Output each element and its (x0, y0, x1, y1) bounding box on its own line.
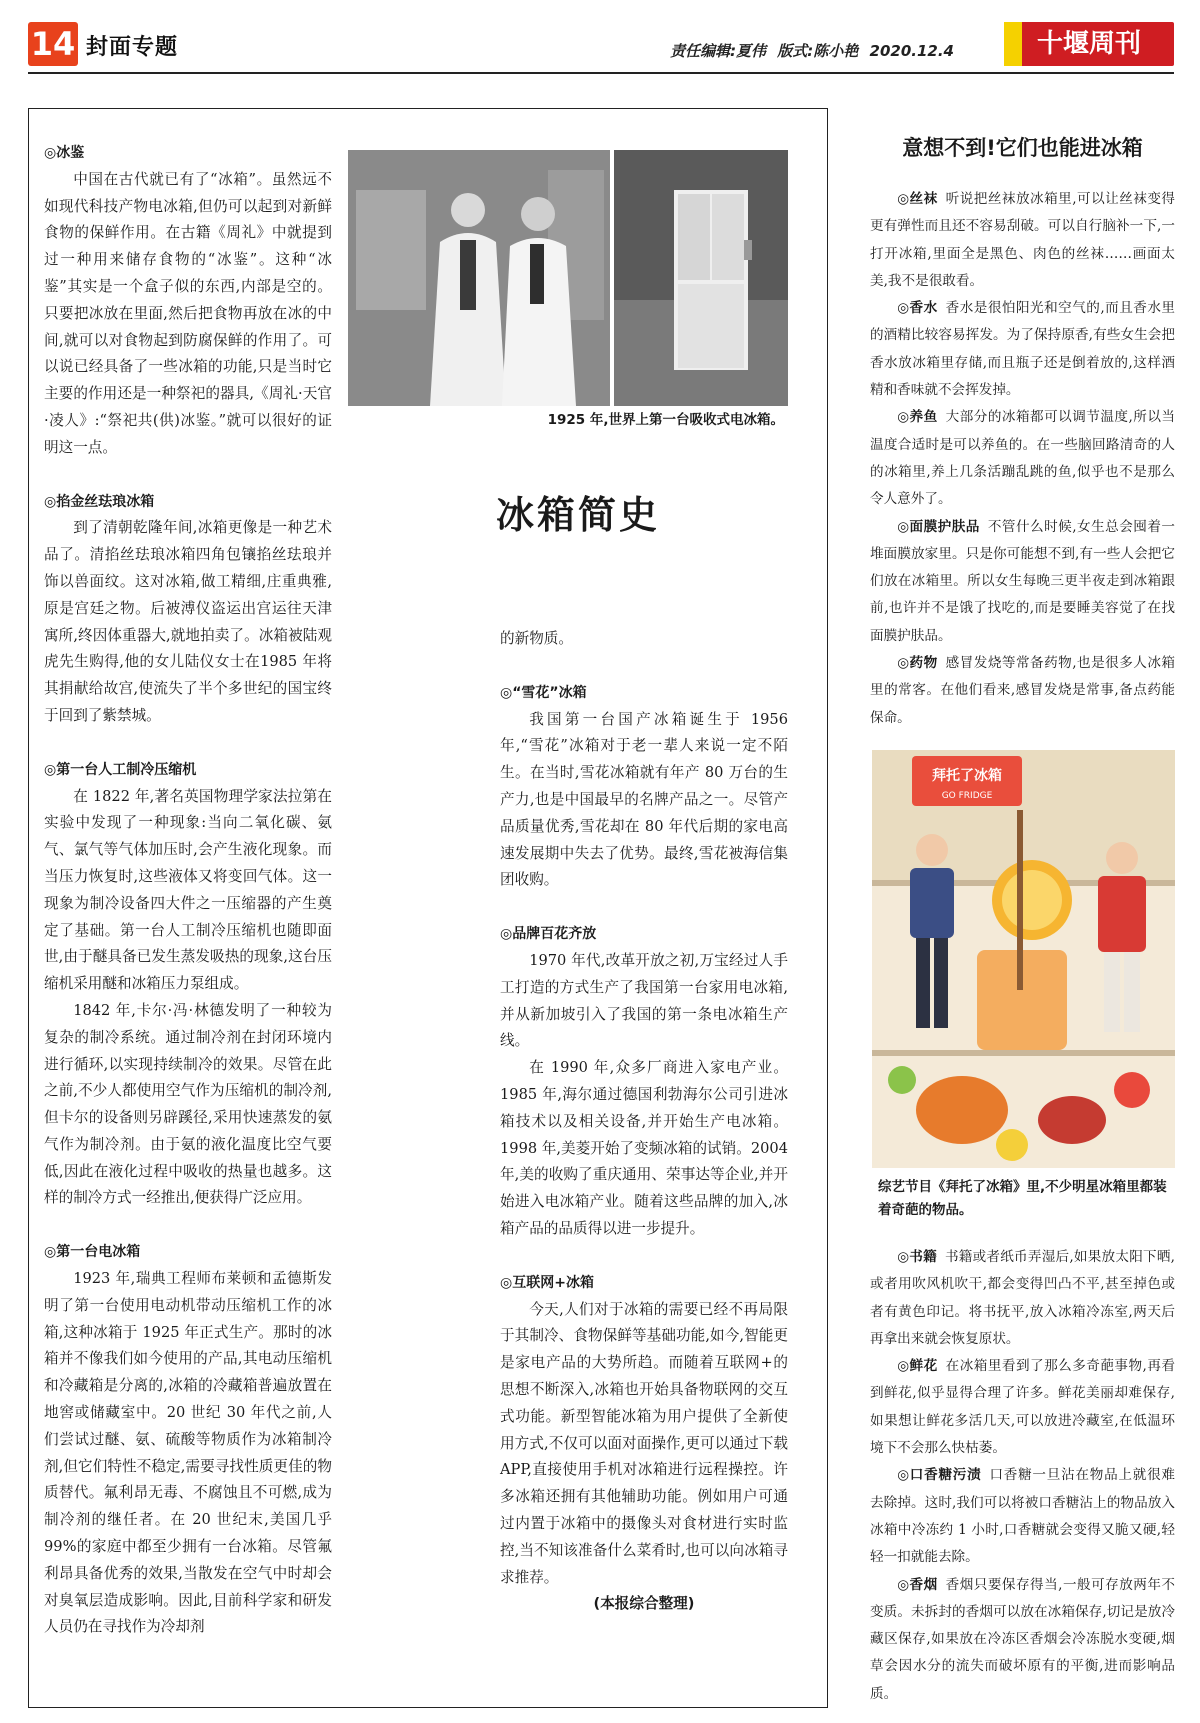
article-credit: (本报综合整理) (593, 1595, 695, 1613)
page-header (28, 22, 1174, 70)
refrigerator-photo (348, 150, 788, 406)
sidebar-item-key: ◎口香糖污渍 (897, 1467, 982, 1484)
layout-name: 版式:陈小艳 (777, 42, 859, 60)
sidebar-item-text: 大部分的冰箱都可以调节温度,所以当温度合适时是可以养鱼的。在一些脑回路清奇的人的冰箱里,养上几条活蹦乱跳的鱼,似乎也不是那么令人意外了。 (870, 409, 1175, 508)
paragraph: 在 1990 年,众多厂商进入家电产业。1985 年,海尔通过德国利勃海尔公司引进冰箱技术以及相关设备,并开始生产电冰箱。1998 年,美菱开始了变频冰箱的试销。2004 年,美的收购了重庆通用、荣事达等企业,并开始进入电冰箱产业。随着这些品牌的加入,冰箱产品的品质得以进一步提升。 (500, 1059, 788, 1237)
sidebar-item (870, 514, 1175, 650)
paragraph: 到了清朝乾隆年间,冰箱更像是一种艺术品了。清掐丝珐琅冰箱四角包镶掐丝珐琅并饰以兽面纹。这对冰箱,做工精细,庄重典雅,原是宫廷之物。后被溥仪盗运出宫运往天津寓所,终因体重器大,就地拍卖了。冰箱被陆观虎先生购得,他的女儿陆仪女士在1985 年将其捐献给故宫,使流失了半个多世纪的国宝终于回到了紫禁城。 (44, 519, 332, 724)
section-heading: ◎品牌百花齐放 (500, 926, 597, 943)
editor-credits (664, 40, 954, 61)
sidebar-item-key: ◎书籍 (897, 1249, 937, 1265)
paragraph: 在 1822 年,著名英国物理学家法拉第在实验中发现了一种现象:当向二氧化碳、氨气、氯气等气体加压时,会产生液化现象。而当压力恢复时,这些液体又将变回气体。这一现象为制冷设备四大件之一压缩器的产生奠定了基础。第一台人工制冷压缩机也随即面世,由于醚具备已发生蒸发吸热的现象,这台压缩机采用醚和冰箱压力泵组成。 (44, 787, 332, 993)
section-heading: ◎“雪花”冰箱 (500, 684, 587, 701)
photo-image (348, 150, 788, 406)
sidebar-item (870, 186, 1175, 295)
sidebar-item-text: 口香糖一旦沾在物品上就很难去除掉。这时,我们可以将被口香糖沾上的物品放入冰箱中冷冻约 1 小时,口香糖就会变得又脆又硬,轻轻一扣就能去除。 (870, 1467, 1175, 1566)
section-heading: ◎掐金丝珐琅冰箱 (44, 493, 155, 510)
sidebar-item (870, 404, 1175, 513)
sidebar-item-key: ◎鲜花 (897, 1358, 938, 1375)
sidebar-item-key: ◎药物 (897, 655, 938, 672)
paragraph: 1970 年代,改革开放之初,万宝经过人手工打造的方式生产了我国第一台家用电冰箱,并从新加坡引入了我国的第一条电冰箱生产线。 (500, 951, 788, 1050)
sidebar-title: 意想不到!它们也能进冰箱 (902, 136, 1143, 160)
header-rule (28, 72, 1174, 74)
paragraph: 1842 年,卡尔·冯·林德发明了一种较为复杂的制冷系统。通过制冷剂在封闭环境内进行循环,以实现持续制冷的效果。尽管在此之前,不少人都使用空气作为压缩机的制冷剂,但卡尔的设备则另辟蹊径,采用快速蒸发的氨气作为制冷剂。由于氨的液化温度比空气要低,因此在液化过程中吸收的热量也越多。这样的制冷方式一经推出,便获得广泛应用。 (44, 1001, 332, 1207)
sidebar-item-text: 书籍或者纸币弄湿后,如果放太阳下晒,或者用吹风机吹干,都会变得凹凸不平,甚至掉色或者有黄色印记。将书抚平,放入冰箱冷冻室,两天后再拿出来就会恢复原状。 (870, 1249, 1175, 1347)
sidebar-item (870, 1244, 1175, 1353)
paragraph: 中国在古代就已有了“冰箱”。虽然远不如现代科技产物电冰箱,但仍可以起到对新鲜食物的保鲜作用。在古籍《周礼》中就提到过一种用来储存食物的“冰鉴”。这种“冰鉴”其实是一个盒子似的东西,内部是空的。只要把冰放在里面,然后把食物再放在冰的中间,就可以对食物起到防腐保鲜的作用了。可以说已经具备了一些冰箱的功能,只是当时它主要的作用还是一种祭祀的器具,《周礼·天官·凌人》:“祭祀共(供)冰鉴。”就可以很好的证明这一点。 (44, 170, 332, 456)
sidebar-item-text: 在冰箱里看到了那么多奇葩事物,再看到鲜花,似乎显得合理了许多。鲜花美丽却难保存,如果想让鲜花多活几天,可以放进冷藏室,在低温环境下不会那么快枯萎。 (870, 1358, 1175, 1457)
issue-date: 2020.12.4 (869, 42, 954, 60)
section-heading: ◎第一台电冰箱 (44, 1244, 141, 1261)
section-heading: ◎冰鉴 (44, 145, 85, 161)
sidebar-item-text: 香烟只要保存得当,一般可存放两年不变质。未拆封的香烟可以放在冰箱保存,切记是放冷藏区保存,如果放在冷冻区香烟会冷冻脱水变硬,烟草会因水分的流失而破坏原有的平衡,进而影响品质。 (870, 1576, 1175, 1702)
sidebar-item-key: ◎香水 (897, 300, 938, 317)
paragraph: 今天,人们对于冰箱的需要已经不再局限于其制冷、食物保鲜等基础功能,如今,智能更是家电产品的大势所趋。而随着互联网+的思想不断深入,冰箱也开始具备物联网的交互式功能。新型智能冰箱为用户提供了全新使用方式,不仅可以面对面操作,更可以通过下载 APP,直接使用手机对冰箱进行远程操控。许多冰箱还拥有其他辅助功能。例如用户可通过内置于冰箱中的摄像头对食材进行实时监控,当不知该准备什么菜肴时,也可以向冰箱寻求推荐。 (500, 1300, 788, 1586)
section-heading: ◎第一台人工制冷压缩机 (44, 761, 197, 778)
paragraph-continued: 的新物质。 (500, 630, 573, 647)
article-title: 冰箱简史 (496, 492, 661, 537)
sidebar-item-text: 不管什么时候,女生总会囤着一堆面膜放家里。只是你可能想不到,有一些人会把它们放在冰箱里。所以女生每晚三更半夜走到冰箱跟前,也许并不是饿了找吃的,而是要睡美容觉了在找面膜护肤品。 (870, 518, 1175, 644)
sidebar-item-key: ◎面膜护肤品 (897, 518, 980, 535)
sidebar-item (870, 650, 1175, 732)
page-number: 14 (28, 22, 78, 66)
sidebar-item-key: ◎香烟 (897, 1576, 938, 1593)
sidebar-item-key: ◎丝袜 (897, 191, 938, 207)
illustration-logo-sub: GO FRIDGE (941, 791, 993, 801)
tv-show-illustration (872, 750, 1175, 1168)
sidebar-item-text: 香水是很怕阳光和空气的,而且香水里的酒精比较容易挥发。为了保持原香,有些女生会把香水放冰箱里存储,而且瓶子还是倒着放的,这样酒精和香味就不会挥发掉。 (870, 300, 1175, 399)
sidebar-column-bottom (870, 1244, 1175, 1708)
sidebar-item-text: 感冒发烧等常备药物,也是很多人冰箱里的常客。在他们看来,感冒发烧是常事,备点药能保命。 (870, 655, 1175, 726)
publication-logo: 十堰周刊 (1004, 22, 1174, 66)
sidebar-item (870, 1462, 1175, 1571)
section-title: 封面专题 (86, 35, 179, 60)
sidebar-item (870, 1572, 1175, 1708)
sidebar-item (870, 295, 1175, 404)
article-column-2 (500, 626, 788, 1618)
paragraph: 1923 年,瑞典工程师布莱顿和孟德斯发明了第一台使用电动机带动压缩机工作的冰箱,这种冰箱于 1925 年正式生产。那时的冰箱并不像我们如今使用的产品,其电动压缩机和冷藏箱是分离的,冰箱的冷藏箱普遍放置在地窖或储藏室中。20 世纪 30 年代之前,人们尝试过醚、氨、硫酸等物质作为冰箱制冷剂,但它们特性不稳定,需要寻找性质更佳的物质替代。氟利昂无毒、不腐蚀且不可燃,成为制冷剂的继任者。在 20 世纪末,美国几乎 99%的家庭中都至少拥有一台冰箱。尽管氟利昂具备优秀的效果,当散发在空气中时却会对臭氧层造成影响。因此,目前科学家和研发人员仍在寻找作为冷却剂 (44, 1270, 332, 1636)
section-heading: ◎互联网+冰箱 (500, 1274, 594, 1291)
illustration-logo-text: 拜托了冰箱 (932, 768, 1002, 784)
sidebar-item (870, 1353, 1175, 1462)
photo-caption: 1925 年,世界上第一台吸收式电冰箱。 (547, 412, 784, 428)
illustration-caption: 综艺节目《拜托了冰箱》里,不少明星冰箱里都装着奇葩的物品。 (878, 1179, 1167, 1218)
paragraph: 我国第一台国产冰箱诞生于 1956 年,“雪花”冰箱对于老一辈人来说一定不陌生。在当时,雪花冰箱就有年产 80 万台的生产力,也是中国最早的名牌产品之一。尽管产品质量优秀,雪花却在 80 年代后期的家电高速发展期中失去了优势。最终,雪花被海信集团收购。 (500, 710, 788, 889)
sidebar-item-text: 听说把丝袜放冰箱里,可以让丝袜变得更有弹性而且还不容易刮破。可以自行脑补一下,一打开冰箱,里面全是黑色、肉色的丝袜……画面太美,我不是很敢看。 (870, 191, 1175, 289)
illustration-image (872, 750, 1175, 1168)
editor-name: 责任编辑:夏伟 (670, 42, 767, 60)
sidebar-item-key: ◎养鱼 (897, 409, 938, 426)
sidebar-column-top (870, 186, 1175, 732)
article-column-1 (44, 140, 332, 1641)
